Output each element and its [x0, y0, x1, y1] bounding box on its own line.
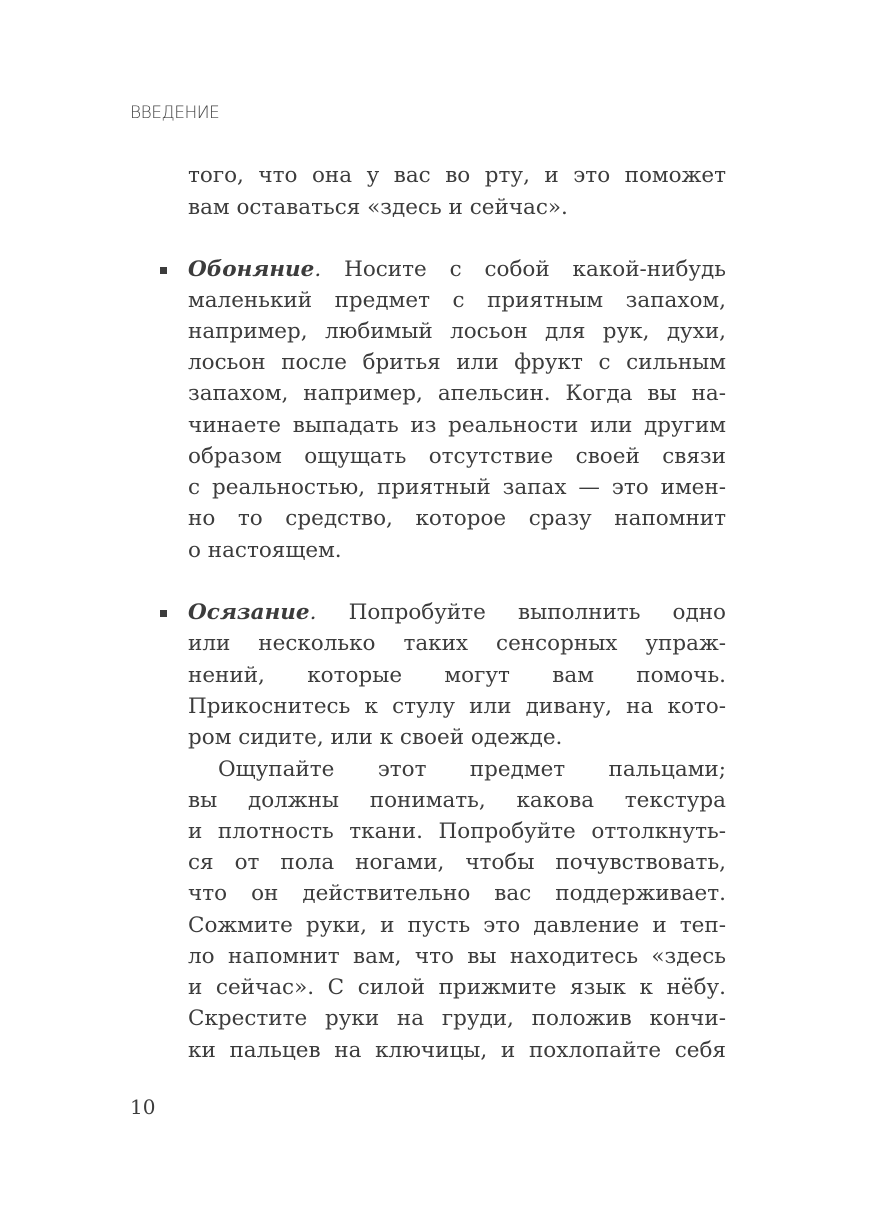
text-line: и сейчас». С силой прижмите язык к нёбу.: [188, 975, 726, 1000]
text-line: вам оставаться «здесь и сейчас».: [188, 195, 568, 220]
bullet-marker: [160, 267, 167, 274]
text-line: Ощупайте этот предмет пальцами;: [218, 757, 726, 782]
text-line: ся от пола ногами, чтобы почувствовать,: [188, 850, 726, 875]
page-number: 10: [130, 1095, 156, 1119]
text-line: того, что она у вас во рту, и это поможет: [188, 163, 726, 188]
text-line: ло напомнит вам, что вы находитесь «здесь: [188, 944, 726, 969]
text-line: и плотность ткани. Попробуйте оттолкнуть-: [188, 819, 726, 844]
text-line: что он действительно вас поддерживает.: [188, 881, 726, 906]
text-line: лосьон после бритья или фрукт с сильным: [188, 350, 726, 375]
touch-term: Осязание: [188, 600, 310, 625]
text-line: запахом, например, апельсин. Когда вы на-: [188, 381, 726, 406]
smell-term: Обоняние: [188, 257, 315, 282]
text-line: но то средство, которое сразу напомнит: [188, 506, 726, 531]
text-line: маленький предмет с приятным запахом,: [188, 288, 726, 313]
text-line: ром сидите, или к своей одежде.: [188, 725, 563, 750]
text-line: образом ощущать отсутствие своей связи: [188, 444, 726, 469]
text-line: Скрестите руки на груди, положив кончи-: [188, 1006, 726, 1031]
text-line: ки пальцев на ключицы, и похлопайте себя: [188, 1038, 726, 1063]
touch-first-line: Осязание. Попробуйте выполнить одно: [188, 600, 726, 625]
text-line: Прикоснитесь к стулу или дивану, на кото-: [188, 694, 726, 719]
text-line: о настоящем.: [188, 538, 342, 563]
text-line: или несколько таких сенсорных упраж-: [188, 631, 726, 656]
text-line: чинаете выпадать из реальности или другим: [188, 413, 726, 438]
text-line: например, любимый лосьон для рук, духи,: [188, 319, 726, 344]
running-head: ВВЕДЕНИЕ: [130, 103, 220, 123]
bullet-marker: [160, 610, 167, 617]
text-line: с реальностью, приятный запах — это имен-: [188, 475, 726, 500]
smell-first-line: Обоняние. Носите с собой какой-нибудь: [188, 257, 726, 282]
text-line: нений, которые могут вам помочь.: [188, 663, 726, 688]
text-line: вы должны понимать, какова текстура: [188, 788, 726, 813]
text-line: Сожмите руки, и пусть это давление и теп-: [188, 913, 726, 938]
